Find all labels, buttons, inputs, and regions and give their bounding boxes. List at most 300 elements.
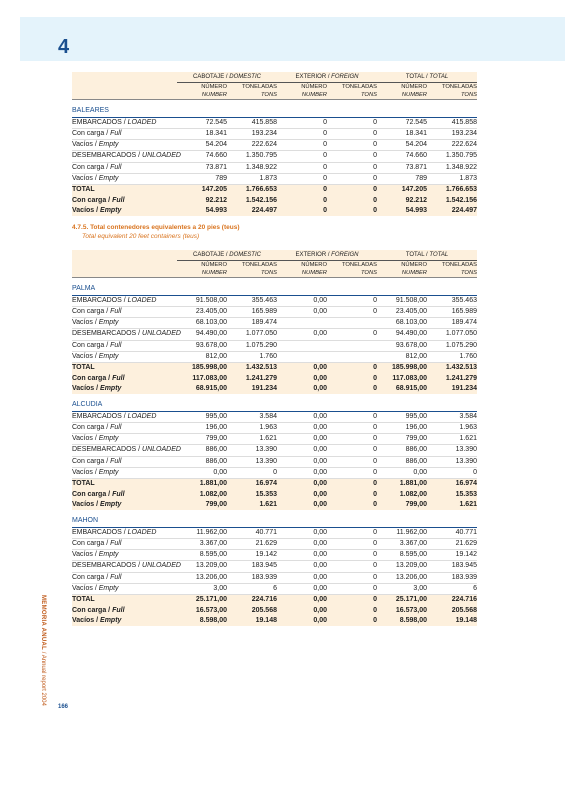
col-header-es: TONELADAS xyxy=(227,83,277,92)
row-label-en: Empty xyxy=(98,435,119,443)
table-cell: 1.348.922 xyxy=(227,162,277,173)
table-cell: 18.341 xyxy=(177,128,227,139)
header-domestic-es: CABOTAJE xyxy=(193,252,225,258)
table-cell: 1.881,00 xyxy=(377,479,427,490)
table-cell: 0,00 xyxy=(277,374,327,384)
header-total-es: TOTAL xyxy=(405,252,425,258)
table-cell: 1.542.156 xyxy=(427,196,477,206)
table-cell: 91.508,00 xyxy=(177,295,227,306)
row-label xyxy=(72,595,177,606)
table-cell: 13.209,00 xyxy=(377,561,427,572)
table-cell: 415.858 xyxy=(427,117,477,128)
table-cell: 1.432.513 xyxy=(427,363,477,374)
total-row xyxy=(72,196,477,206)
table-cell: 0 xyxy=(327,527,377,538)
row-label-es: Con carga / xyxy=(72,307,111,315)
col-header-en: TONS xyxy=(327,269,377,278)
row-label-es: DESEMBARCADOS / xyxy=(72,330,143,338)
section-title: MAHON xyxy=(72,510,477,527)
caption-title: 4.7.5. Total contenedores equivalentes a 20 pies (teus) xyxy=(72,224,240,231)
row-label-en: Empty xyxy=(98,353,119,361)
row-label-es: Vacíos / xyxy=(72,616,101,624)
table-cell xyxy=(327,318,377,329)
table-cell: 0,00 xyxy=(277,479,327,490)
table-cell: 183.939 xyxy=(427,572,477,583)
table-cell: 3.584 xyxy=(227,411,277,422)
table-cell: 8.595,00 xyxy=(177,550,227,561)
table-row xyxy=(72,561,477,572)
table-cell: 0,00 xyxy=(277,434,327,445)
row-label-es: TOTAL xyxy=(72,186,95,194)
row-label xyxy=(72,340,177,351)
table-cell: 799,00 xyxy=(177,434,227,445)
table-cell: 54.993 xyxy=(377,206,427,216)
table-cell: 0 xyxy=(277,117,327,128)
header-domestic xyxy=(177,250,277,261)
table-cell: 0,00 xyxy=(277,422,327,433)
row-label-en: LOADED xyxy=(127,412,157,420)
table-cell: 0 xyxy=(327,616,377,626)
header-total-es: TOTAL xyxy=(405,74,425,80)
table-cell: 0 xyxy=(327,128,377,139)
table-cell: 0,00 xyxy=(277,456,327,467)
row-label-en: Full xyxy=(110,423,122,431)
table-cell: 165.989 xyxy=(427,306,477,317)
table-cell: 19.148 xyxy=(227,616,277,626)
row-label xyxy=(72,468,177,479)
table-cell: 1.621 xyxy=(227,434,277,445)
table-cell: 23.405,00 xyxy=(177,306,227,317)
table-cell: 3.584 xyxy=(427,411,477,422)
row-label-en: Full xyxy=(110,573,122,581)
section-title: PALMA xyxy=(72,278,477,295)
col-header-en: NUMBER xyxy=(277,91,327,100)
row-label-en: Empty xyxy=(100,500,122,508)
total-row xyxy=(72,616,477,626)
row-label-en: Full xyxy=(110,539,122,547)
table-cell: 1.241.279 xyxy=(227,374,277,384)
table-cell: 185.998,00 xyxy=(177,363,227,374)
table-cell: 224.716 xyxy=(227,595,277,606)
table-cell: 6 xyxy=(427,584,477,595)
header-group-row xyxy=(72,72,477,83)
table-cell: 196,00 xyxy=(177,422,227,433)
table-cell: 185.998,00 xyxy=(377,363,427,374)
header-blank xyxy=(72,250,177,261)
table-cell: 0,00 xyxy=(277,550,327,561)
row-label-es: Vacíos / xyxy=(72,500,101,508)
table-cell: 0 xyxy=(327,434,377,445)
table-cell xyxy=(277,340,327,351)
table-row xyxy=(72,411,477,422)
row-label-es: Vacíos / xyxy=(72,175,99,183)
table-cell: 222.624 xyxy=(227,140,277,151)
table-cell: 8.598,00 xyxy=(377,616,427,626)
row-label-es: Vacíos / xyxy=(72,469,99,477)
table-cell: 0 xyxy=(327,490,377,500)
table-cell: 91.508,00 xyxy=(377,295,427,306)
table-cell: 0,00 xyxy=(277,295,327,306)
table-cell: 789 xyxy=(377,174,427,185)
table-row xyxy=(72,456,477,467)
table-row xyxy=(72,318,477,329)
row-label-es: Con carga / xyxy=(72,163,111,171)
row-label-es: EMBARCADOS / xyxy=(72,118,128,126)
table-cell xyxy=(327,340,377,351)
table-cell: 0,00 xyxy=(277,384,327,394)
table-cell: 0 xyxy=(327,584,377,595)
table-cell: 0 xyxy=(277,196,327,206)
table-cell: 1.542.156 xyxy=(227,196,277,206)
row-label-en: Full xyxy=(110,163,122,171)
row-label-en: Full xyxy=(110,307,122,315)
table-cell xyxy=(327,352,377,363)
header-blank xyxy=(72,83,177,92)
row-label-en: LOADED xyxy=(127,528,157,536)
table-cell: 205.568 xyxy=(227,606,277,616)
row-label-en: Full xyxy=(110,129,122,137)
row-label xyxy=(72,561,181,572)
header-blank xyxy=(72,269,177,278)
row-label-es: TOTAL xyxy=(72,364,95,372)
row-label-es: EMBARCADOS / xyxy=(72,528,128,536)
table-cell: 0,00 xyxy=(277,584,327,595)
table-cell: 1.082,00 xyxy=(177,490,227,500)
table-cell: 68.915,00 xyxy=(377,384,427,394)
slash: / xyxy=(224,252,230,258)
table-cell: 1.873 xyxy=(427,174,477,185)
total-row xyxy=(72,206,477,216)
col-header-en: NUMBER xyxy=(377,91,427,100)
row-label xyxy=(72,500,177,510)
table-cell: 68.915,00 xyxy=(177,384,227,394)
table-caption xyxy=(72,223,240,241)
table-cell: 13.390 xyxy=(227,445,277,456)
table-cell: 1.760 xyxy=(227,352,277,363)
table-cell: 74.660 xyxy=(377,151,427,162)
row-label xyxy=(72,490,177,500)
table-row xyxy=(72,445,477,456)
row-label-en: Full xyxy=(112,490,125,498)
table-cell: 21.629 xyxy=(227,538,277,549)
table-cell: 19.148 xyxy=(427,616,477,626)
table-cell: 0,00 xyxy=(177,468,227,479)
row-label-en: Empty xyxy=(98,551,119,559)
table-cell: 0 xyxy=(327,185,377,196)
header-foreign xyxy=(277,250,377,261)
table-row xyxy=(72,352,477,363)
col-header-es: NÚMERO xyxy=(277,261,327,270)
table-cell: 74.660 xyxy=(177,151,227,162)
row-label xyxy=(72,151,181,162)
table-cell: 0,00 xyxy=(277,616,327,626)
table-cell: 1.432.513 xyxy=(227,363,277,374)
col-header-es: NÚMERO xyxy=(177,83,227,92)
table-row xyxy=(72,140,477,151)
table-cell: 0 xyxy=(327,500,377,510)
table-cell: 25.171,00 xyxy=(177,595,227,606)
total-row xyxy=(72,595,477,606)
table-cell: 0 xyxy=(277,185,327,196)
row-label-es: Con carga / xyxy=(72,374,113,382)
table-cell: 73.871 xyxy=(377,162,427,173)
row-label xyxy=(72,584,177,595)
row-label-en: UNLOADED xyxy=(142,152,181,160)
table-cell: 886,00 xyxy=(377,445,427,456)
row-label xyxy=(72,616,177,626)
table-cell: 191.234 xyxy=(227,384,277,394)
col-header-es: TONELADAS xyxy=(327,83,377,92)
caption-subtitle: Total equivalent 20 feet containers (teus) xyxy=(82,233,200,240)
section-title-row xyxy=(72,510,477,527)
table-cell: 3.367,00 xyxy=(177,538,227,549)
total-row xyxy=(72,490,477,500)
table-cell: 147.205 xyxy=(177,185,227,196)
table-cell: 0 xyxy=(327,140,377,151)
table-cell: 1.766.653 xyxy=(427,185,477,196)
row-label xyxy=(72,162,177,173)
table-cell: 224.497 xyxy=(427,206,477,216)
table-cell: 8.598,00 xyxy=(177,616,227,626)
table-cell: 183.945 xyxy=(227,561,277,572)
header-total-en: TOTAL xyxy=(429,74,449,80)
table-cell: 355.463 xyxy=(227,295,277,306)
table-cell: 189.474 xyxy=(227,318,277,329)
table-cell: 995,00 xyxy=(177,411,227,422)
header-total xyxy=(377,250,477,261)
row-label xyxy=(72,196,177,206)
header-blank xyxy=(72,72,177,83)
row-label xyxy=(72,374,177,384)
table-row xyxy=(72,572,477,583)
table-cell: 0 xyxy=(327,411,377,422)
table-cell: 183.939 xyxy=(227,572,277,583)
table-cell: 0 xyxy=(327,595,377,606)
table-cell: 0 xyxy=(327,206,377,216)
row-label xyxy=(72,479,177,490)
row-label-es: Con carga / xyxy=(72,573,111,581)
table-cell: 0,00 xyxy=(277,445,327,456)
table-cell: 0,00 xyxy=(277,500,327,510)
table-cell: 222.624 xyxy=(427,140,477,151)
table-cell: 0,00 xyxy=(277,538,327,549)
table-row xyxy=(72,550,477,561)
table-cell: 25.171,00 xyxy=(377,595,427,606)
row-label-en: Empty xyxy=(100,616,122,624)
table-cell: 1.621 xyxy=(427,500,477,510)
row-label-en: LOADED xyxy=(127,296,157,304)
table-cell: 0 xyxy=(327,374,377,384)
row-label xyxy=(72,572,177,583)
row-label-es: Con carga / xyxy=(72,457,111,465)
table-cell: 54.204 xyxy=(177,140,227,151)
header-domestic-en: DOMESTIC xyxy=(229,252,261,258)
header-domestic-es: CABOTAJE xyxy=(193,74,225,80)
header-sub-row-en xyxy=(72,269,477,278)
table-cell: 224.716 xyxy=(427,595,477,606)
row-label-en: Empty xyxy=(98,175,119,183)
side-title-bold: MEMORIA ANUAL xyxy=(40,595,46,651)
table-cell: 886,00 xyxy=(177,456,227,467)
table-cell: 0 xyxy=(327,196,377,206)
table-row xyxy=(72,162,477,173)
table-cell: 193.234 xyxy=(427,128,477,139)
table-cell: 40.771 xyxy=(227,527,277,538)
row-label xyxy=(72,318,177,329)
table-row xyxy=(72,174,477,185)
table-cell: 205.568 xyxy=(427,606,477,616)
section-title-row xyxy=(72,394,477,411)
table-cell: 1.350.795 xyxy=(427,151,477,162)
row-label-es: Vacíos / xyxy=(72,585,99,593)
table-cell: 886,00 xyxy=(377,456,427,467)
table-cell: 1.621 xyxy=(227,500,277,510)
row-label-es: Vacíos / xyxy=(72,141,99,149)
row-label xyxy=(72,606,177,616)
row-label xyxy=(72,363,177,374)
table-cell: 1.348.922 xyxy=(427,162,477,173)
table-cell: 193.234 xyxy=(227,128,277,139)
table-row xyxy=(72,306,477,317)
table-cell: 0 xyxy=(277,151,327,162)
row-label-en: Full xyxy=(110,341,122,349)
header-blank xyxy=(72,91,177,100)
table-cell: 0,00 xyxy=(277,329,327,340)
table-cell: 92.212 xyxy=(377,196,427,206)
table-cell: 799,00 xyxy=(377,434,427,445)
chapter-number: 4 xyxy=(58,36,70,58)
table-cell: 0 xyxy=(277,174,327,185)
row-label-es: Con carga / xyxy=(72,606,113,614)
table-cell: 224.497 xyxy=(227,206,277,216)
col-header-en: NUMBER xyxy=(377,269,427,278)
row-label-en: Empty xyxy=(100,384,122,392)
slash: / xyxy=(326,252,332,258)
row-label-es: Vacíos / xyxy=(72,551,99,559)
table-cell: 15.353 xyxy=(427,490,477,500)
table-cell: 0 xyxy=(327,445,377,456)
table-row xyxy=(72,584,477,595)
row-label-en: Empty xyxy=(98,585,119,593)
table-cell: 0 xyxy=(327,456,377,467)
table-row xyxy=(72,422,477,433)
total-row xyxy=(72,185,477,196)
table-row xyxy=(72,340,477,351)
col-header-es: NÚMERO xyxy=(377,83,427,92)
col-header-es: TONELADAS xyxy=(227,261,277,270)
table-cell: 1.766.653 xyxy=(227,185,277,196)
table-cell: 0,00 xyxy=(277,468,327,479)
row-label-es: TOTAL xyxy=(72,596,95,604)
table-cell: 1.075.290 xyxy=(427,340,477,351)
table-cell: 93.678,00 xyxy=(177,340,227,351)
table-cell: 8.595,00 xyxy=(377,550,427,561)
col-header-es: NÚMERO xyxy=(177,261,227,270)
total-row xyxy=(72,479,477,490)
table-cell: 355.463 xyxy=(427,295,477,306)
row-label xyxy=(72,185,177,196)
table-cell: 11.962,00 xyxy=(377,527,427,538)
total-row xyxy=(72,374,477,384)
table-row xyxy=(72,128,477,139)
table-cell: 0,00 xyxy=(377,468,427,479)
row-label-es: Con carga / xyxy=(72,423,111,431)
total-row xyxy=(72,500,477,510)
table-cell: 13.206,00 xyxy=(377,572,427,583)
table-cell: 147.205 xyxy=(377,185,427,196)
table-cell: 93.678,00 xyxy=(377,340,427,351)
header-foreign xyxy=(277,72,377,83)
row-label-en: UNLOADED xyxy=(142,446,181,454)
col-header-en: TONS xyxy=(227,269,277,278)
table-cell: 6 xyxy=(227,584,277,595)
page-number: 166 xyxy=(58,704,69,710)
row-label-es: EMBARCADOS / xyxy=(72,412,128,420)
row-label-es: Vacíos / xyxy=(72,384,101,392)
table-cell: 72.545 xyxy=(177,117,227,128)
table-cell: 19.142 xyxy=(427,550,477,561)
table-cell: 0 xyxy=(277,206,327,216)
table-cell: 0 xyxy=(327,117,377,128)
table-cell: 1.077.050 xyxy=(227,329,277,340)
row-label-es: Vacíos / xyxy=(72,319,99,327)
header-group-row xyxy=(72,250,477,261)
table-cell: 0,00 xyxy=(277,363,327,374)
table-cell xyxy=(277,318,327,329)
row-label-en: Full xyxy=(112,606,125,614)
table-cell: 0 xyxy=(327,572,377,583)
row-label-es: Vacíos / xyxy=(72,353,99,361)
table-cell: 0,00 xyxy=(277,411,327,422)
row-label-es: Con carga / xyxy=(72,129,111,137)
table-baleares xyxy=(72,72,477,216)
row-label-en: Full xyxy=(112,196,125,204)
table-cell: 799,00 xyxy=(177,500,227,510)
table-cell: 189.474 xyxy=(427,318,477,329)
row-label-es: DESEMBARCADOS / xyxy=(72,562,143,570)
table-cell: 0 xyxy=(277,140,327,151)
table-cell: 16.573,00 xyxy=(377,606,427,616)
row-label-en: LOADED xyxy=(127,118,157,126)
row-label xyxy=(72,352,177,363)
table-cell: 16.573,00 xyxy=(177,606,227,616)
table-cell: 0 xyxy=(327,468,377,479)
table-cell: 0,00 xyxy=(277,527,327,538)
table-cell: 13.390 xyxy=(227,456,277,467)
row-label xyxy=(72,456,177,467)
col-header-es: TONELADAS xyxy=(427,83,477,92)
table-row xyxy=(72,117,477,128)
table-cell: 0 xyxy=(327,363,377,374)
row-label xyxy=(72,527,177,538)
table-cell: 13.206,00 xyxy=(177,572,227,583)
header-foreign-en: FOREIGN xyxy=(331,252,359,258)
table-cell: 13.390 xyxy=(427,445,477,456)
table-cell: 0,00 xyxy=(277,572,327,583)
header-domestic xyxy=(177,72,277,83)
table-cell: 0 xyxy=(327,479,377,490)
row-label-es: EMBARCADOS / xyxy=(72,296,128,304)
table-teus xyxy=(72,250,477,626)
section-title: ALCUDIA xyxy=(72,394,477,411)
row-label-en: Empty xyxy=(98,319,119,327)
row-label xyxy=(72,538,177,549)
header-total-en: TOTAL xyxy=(429,252,449,258)
table-cell: 117.083,00 xyxy=(177,374,227,384)
table-row xyxy=(72,295,477,306)
table-cell: 799,00 xyxy=(377,500,427,510)
table-cell: 0,00 xyxy=(277,595,327,606)
